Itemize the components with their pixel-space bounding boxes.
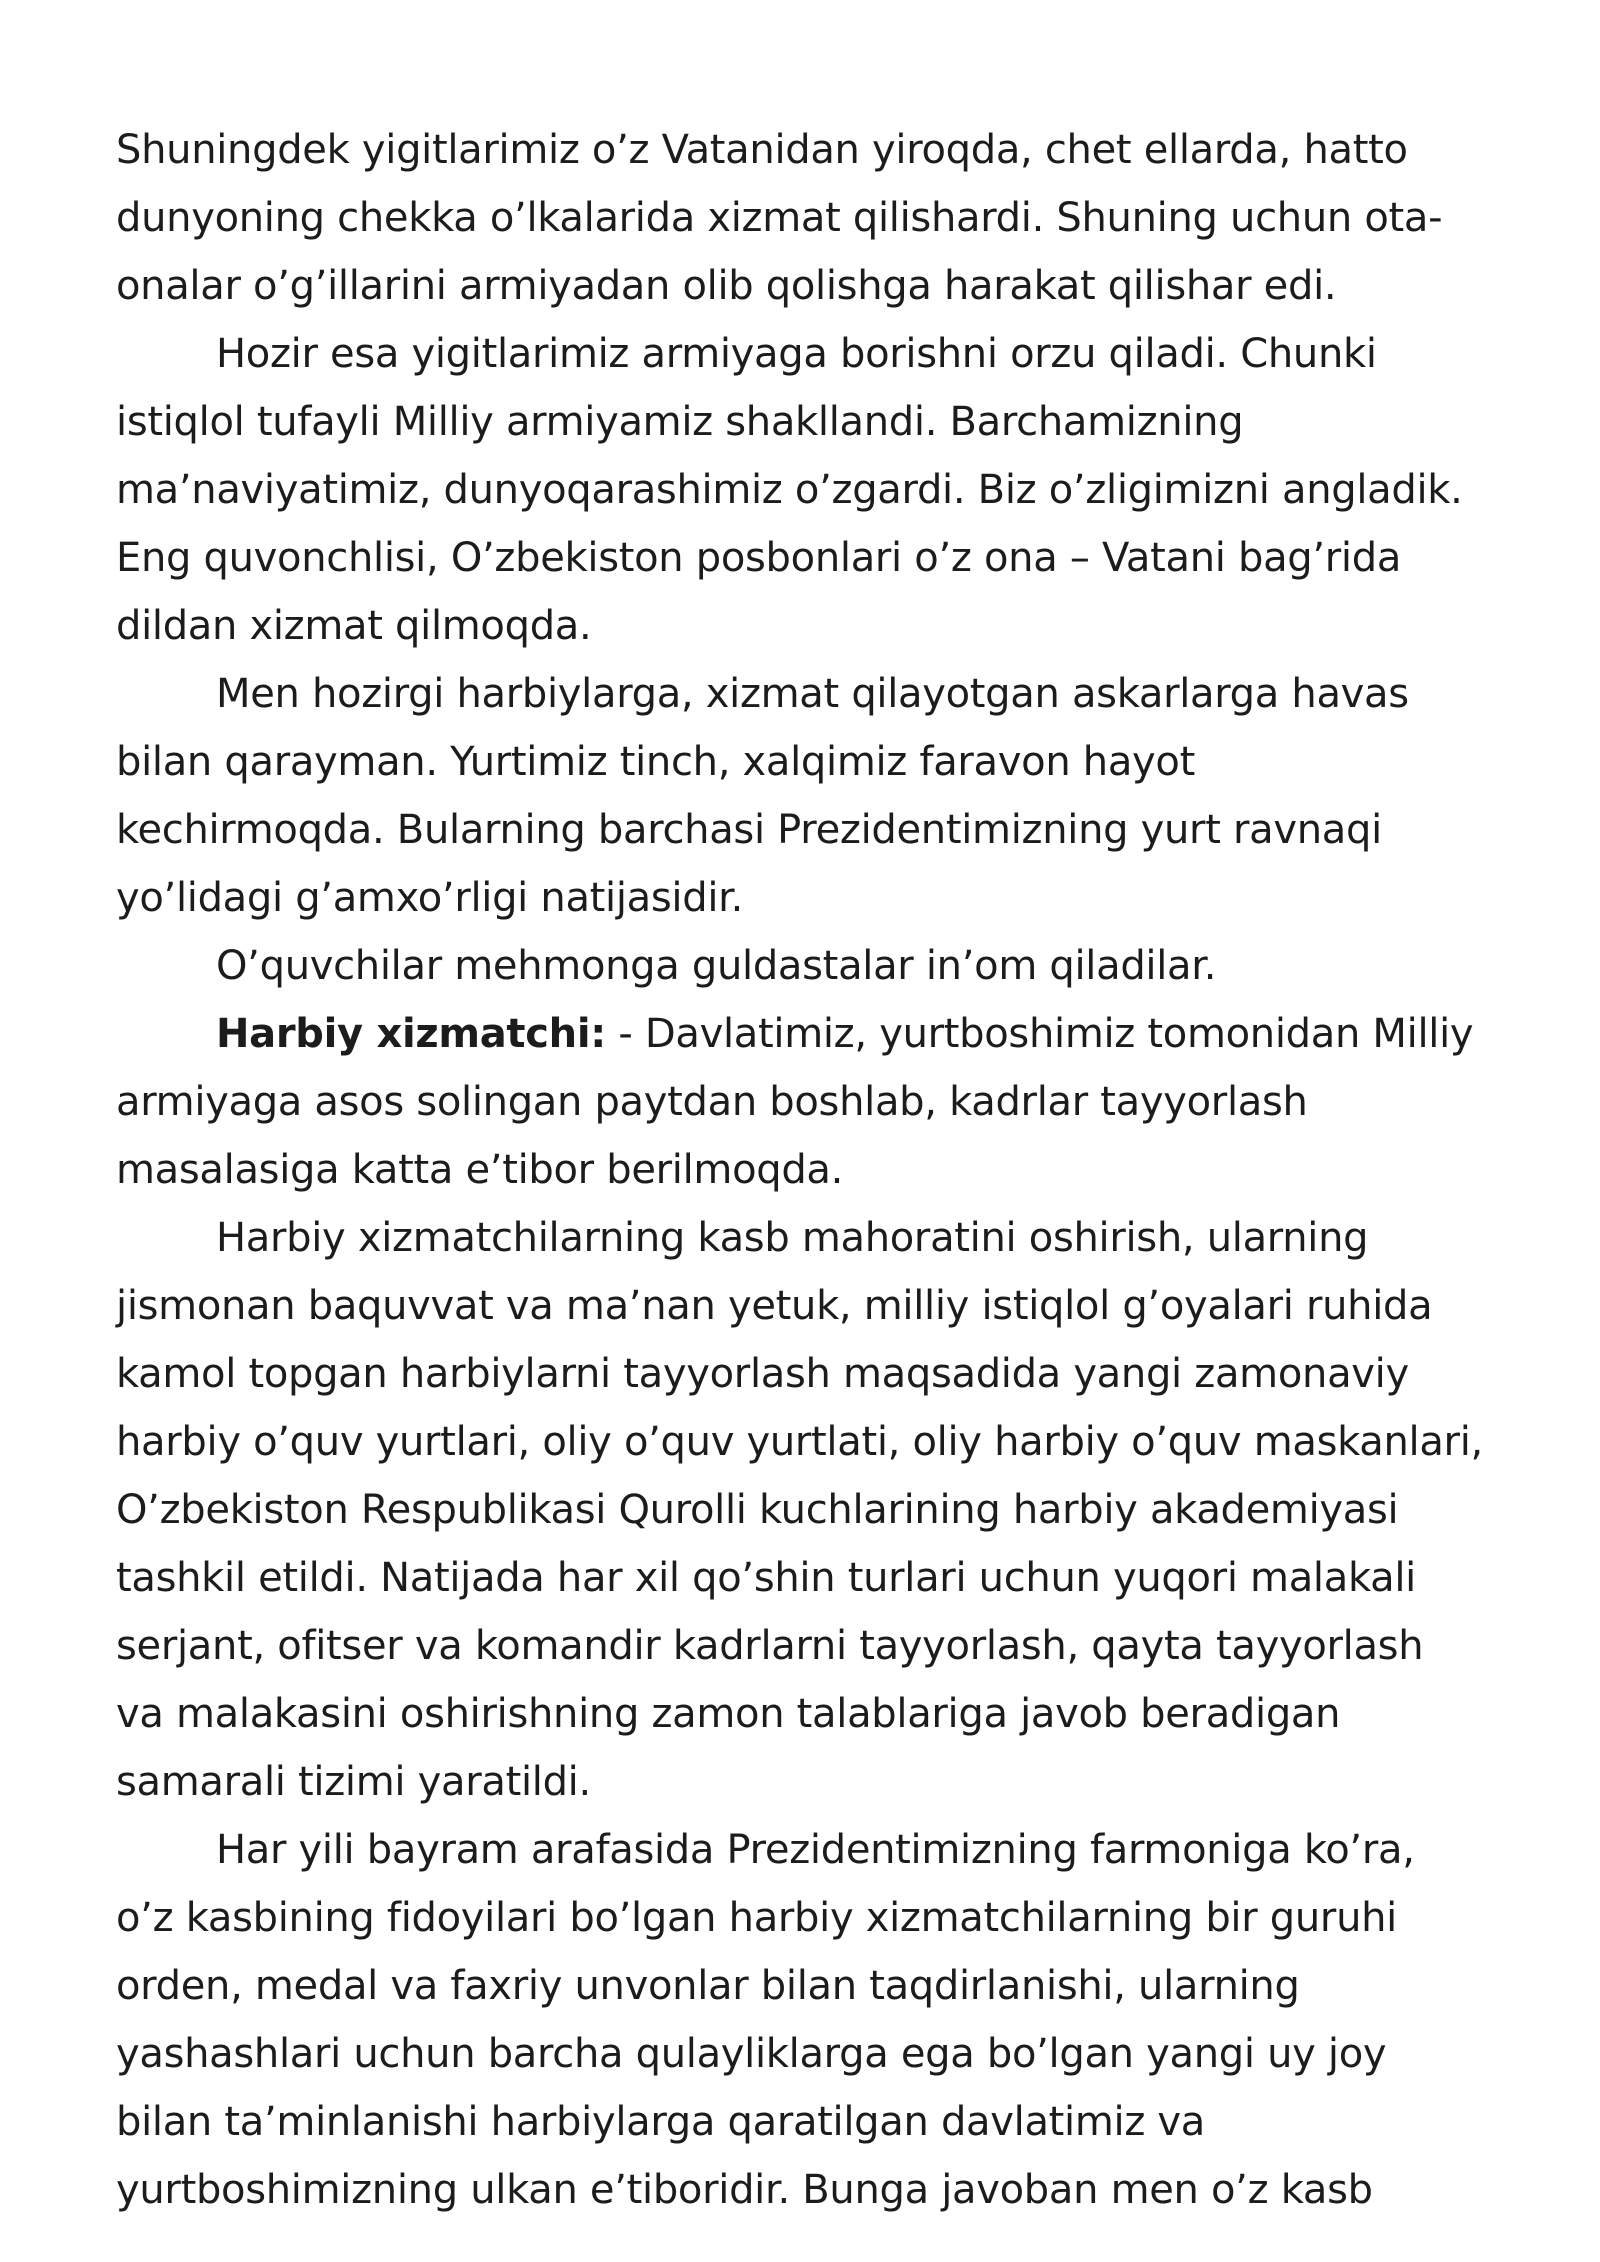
text-line: O’zbekiston Respublikasi Qurolli kuchlarining harbiy akademiyasi: [116, 1487, 1399, 1533]
text-line: dildan xizmat qilmoqda.: [116, 603, 592, 649]
text-line: onalar o’g’illarini armiyadan olib qolishga harakat qilishar edi.: [116, 263, 1337, 309]
text-line: harbiy o’quv yurtlari, oliy o’quv yurtlati, oliy harbiy o’quv maskanlari,: [116, 1419, 1483, 1465]
text-line: Men hozirgi harbiylarga, xizmat qilayotgan askarlarga havas: [216, 671, 1409, 717]
text-line: samarali tizimi yaratildi.: [116, 1759, 591, 1805]
paragraph: [116, 320, 1516, 660]
text-line: o’z kasbining fidoyilari bo’lgan harbiy xizmatchilarning bir guruhi: [116, 1895, 1397, 1941]
text-line: yashashlari uchun barcha qulayliklarga ega bo’lgan yangi uy joy: [116, 2031, 1387, 2077]
speaker-line-text: - Davlatimiz, yurtboshimiz tomonidan Milliy: [605, 1011, 1474, 1057]
paragraph: [116, 1000, 1516, 1204]
text-line: yo’lidagi g’amxo’rligi natijasidir.: [116, 875, 744, 921]
text-line: kechirmoqda. Bularning barchasi Prezidentimizning yurt ravnaqi: [116, 807, 1382, 853]
text-line: kamol topgan harbiylarni tayyorlash maqsadida yangi zamonaviy: [116, 1351, 1409, 1397]
text-line: istiqlol tufayli Milliy armiyamiz shakllandi. Barchamizning: [116, 399, 1244, 445]
text-line: jismonan baquvvat va ma’nan yetuk, milliy istiqlol g’oyalari ruhida: [116, 1283, 1433, 1329]
paragraph: [116, 1204, 1516, 1816]
text-line: orden, medal va faxriy unvonlar bilan taqdirlanishi, ularning: [116, 1963, 1300, 2009]
speaker-label: Harbiy xizmatchi:: [216, 1011, 606, 1057]
paragraph: [116, 116, 1516, 320]
text-line: [116, 1000, 1516, 1068]
text-line: ma’naviyatimiz, dunyoqarashimiz o’zgardi. Biz o’zligimizni angladik.: [116, 467, 1463, 513]
text-line: va malakasini oshirishning zamon talablariga javob beradigan: [116, 1691, 1341, 1737]
text-line: bilan ta’minlanishi harbiylarga qaratilgan davlatimiz va: [116, 2099, 1206, 2145]
text-line: dunyoning chekka o’lkalarida xizmat qilishardi. Shuning uchun ota-: [116, 195, 1443, 241]
text-line: yurtboshimizning ulkan e’tiboridir. Bunga javoban men o’z kasb: [116, 2167, 1373, 2213]
paragraph: [116, 932, 1516, 1000]
text-line: Eng quvonchlisi, O’zbekiston posbonlari o’z ona – Vatani bag’rida: [116, 535, 1402, 581]
paragraph: [116, 1816, 1516, 2224]
body-text: [116, 116, 1516, 2224]
text-line: Shuningdek yigitlarimiz o’z Vatanidan yiroqda, chet ellarda, hatto: [116, 127, 1408, 173]
text-line: Hozir esa yigitlarimiz armiyaga borishni orzu qiladi. Chunki: [216, 331, 1377, 377]
text-line: Har yili bayram arafasida Prezidentimizning farmoniga ko’ra,: [216, 1827, 1415, 1873]
text-line: Harbiy xizmatchilarning kasb mahoratini oshirish, ularning: [216, 1215, 1369, 1261]
text-line: serjant, ofitser va komandir kadrlarni tayyorlash, qayta tayyorlash: [116, 1623, 1424, 1669]
text-line: armiyaga asos solingan paytdan boshlab, kadrlar tayyorlash: [116, 1079, 1308, 1125]
paragraph: [116, 660, 1516, 932]
text-line: bilan qarayman. Yurtimiz tinch, xalqimiz faravon hayot: [116, 739, 1195, 785]
text-line: masalasiga katta e’tibor berilmoqda.: [116, 1147, 844, 1193]
text-line: tashkil etildi. Natijada har xil qo’shin turlari uchun yuqori malakali: [116, 1555, 1416, 1601]
text-line: O’quvchilar mehmonga guldastalar in’om qiladilar.: [216, 943, 1217, 989]
